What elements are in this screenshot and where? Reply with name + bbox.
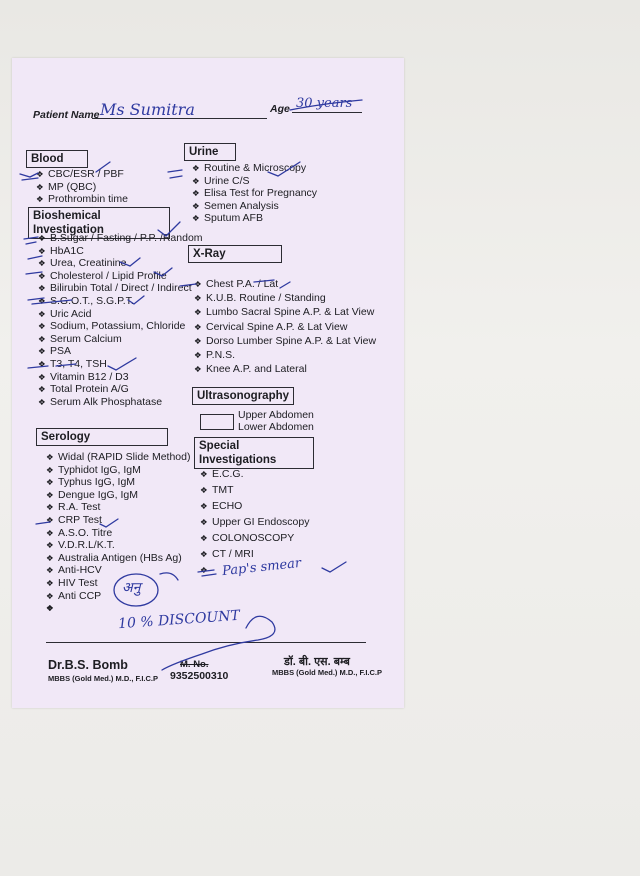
- list-item: ❖ Elisa Test for Pregnancy: [192, 187, 317, 200]
- xray-section-title: X-Ray: [188, 245, 282, 263]
- list-item: ❖ A.S.O. Titre: [46, 527, 190, 540]
- biochemical-list: [38, 232, 203, 408]
- list-item: ❖ Dorso Lumber Spine A.P. & Lat View: [194, 334, 376, 348]
- special-investigations-title: Special Investigations: [194, 437, 314, 469]
- list-item: ❖ Sputum AFB: [192, 212, 317, 225]
- list-item: ❖ E.C.G.: [200, 466, 309, 482]
- list-item: ❖ Cholesterol / Lipid Profile: [38, 270, 203, 283]
- handwritten-paps-smear: Pap's smear: [221, 555, 302, 580]
- list-item: ❖ Serum Alk Phosphatase: [38, 396, 203, 409]
- list-item: Upper Abdomen: [238, 409, 314, 421]
- patient-name-label: Patient Name: [33, 109, 100, 121]
- list-item: ❖ PSA: [38, 345, 203, 358]
- list-item: ❖ Serum Calcium: [38, 333, 203, 346]
- list-item: ❖ Widal (RAPID Slide Method): [46, 451, 190, 464]
- list-item: ❖ Sodium, Potassium, Chloride: [38, 320, 203, 333]
- list-item: ❖ HbA1C: [38, 245, 203, 258]
- list-item: ❖ Total Protein A/G: [38, 383, 203, 396]
- urine-section-title: Urine: [184, 143, 236, 161]
- patient-name-value: Ms Sumitra: [100, 100, 195, 119]
- list-item: ❖ Knee A.P. and Lateral: [194, 362, 376, 376]
- blood-section-title: Blood: [26, 150, 88, 168]
- serology-list: [46, 451, 190, 602]
- biochemical-section-title: Bioshemical Investigation: [28, 207, 170, 239]
- list-item: ❖ R.A. Test: [46, 501, 190, 514]
- ultrasonography-options: [238, 409, 314, 433]
- special-investigations-list: [200, 466, 309, 562]
- list-item: ❖ CBC/ESR / PBF: [36, 168, 128, 181]
- list-item: ❖ ECHO: [200, 498, 309, 514]
- list-item: ❖ CRP Test: [46, 514, 190, 527]
- list-item: ❖ Cervical Spine A.P. & Lat View: [194, 320, 376, 334]
- list-item: ❖ TMT: [200, 482, 309, 498]
- age-underline: [292, 112, 362, 113]
- list-item: ❖ Prothrombin time: [36, 193, 128, 206]
- handwritten-circled-note: अनु: [122, 580, 141, 596]
- list-item: ❖ Anti-HCV: [46, 564, 190, 577]
- doctor-name: Dr.B.S. Bomb: [48, 658, 128, 672]
- list-item: ❖ S.G.O.T., S.G.P.T.: [38, 295, 203, 308]
- xray-list: [194, 277, 376, 376]
- urine-list: [192, 162, 317, 225]
- blood-list: [36, 168, 128, 206]
- list-item: ❖ T3, T4, TSH: [38, 358, 203, 371]
- list-item: ❖ MP (QBC): [36, 181, 128, 194]
- list-item: ❖ Vitamin B12 / D3: [38, 371, 203, 384]
- doctor-name-hindi: डॉ. बी. एस. बम्ब: [284, 656, 350, 668]
- list-item: ❖ COLONOSCOPY: [200, 530, 309, 546]
- list-item: ❖ Uric Acid: [38, 308, 203, 321]
- list-item: Lower Abdomen: [238, 421, 314, 433]
- doctor-qualifications-right: MBBS (Gold Med.) M.D., F.I.C.P: [272, 668, 382, 677]
- age-label: Age: [270, 103, 290, 115]
- footer-divider: [46, 642, 366, 643]
- list-item: ❖ P.N.S.: [194, 348, 376, 362]
- doctor-qualifications: MBBS (Gold Med.) M.D., F.I.C.P: [48, 674, 158, 683]
- ultrasonography-checkbox: [200, 414, 234, 430]
- list-item: ❖ CT / MRI: [200, 546, 309, 562]
- list-item: ❖ Typhus IgG, IgM: [46, 476, 190, 489]
- list-item: ❖ Lumbo Sacral Spine A.P. & Lat View: [194, 305, 376, 319]
- age-value: 30 years: [296, 96, 353, 111]
- list-item: ❖ Australia Antigen (HBs Ag): [46, 552, 190, 565]
- list-item: ❖ Typhidot IgG, IgM: [46, 464, 190, 477]
- list-item: ❖ Urine C/S: [192, 175, 317, 188]
- phone-number: 9352500310: [170, 670, 229, 682]
- list-item: ❖ K.U.B. Routine / Standing: [194, 291, 376, 305]
- list-item: ❖ Anti CCP: [46, 590, 190, 603]
- list-item: ❖ Chest P.A. / Lat: [194, 277, 376, 291]
- list-item: ❖ Dengue IgG, IgM: [46, 489, 190, 502]
- list-item: ❖ Urea, Creatinine: [38, 257, 203, 270]
- list-item: ❖ B.Sugar / Fasting / P.P. /Random: [38, 232, 203, 245]
- list-item: ❖ Semen Analysis: [192, 200, 317, 213]
- list-item: ❖ Routine & Microscopy: [192, 162, 317, 175]
- serology-section-title: Serology: [36, 428, 168, 446]
- list-item: ❖ V.D.R.L/K.T.: [46, 539, 190, 552]
- ultrasonography-section-title: Ultrasonography: [192, 387, 294, 405]
- handwritten-discount-note: 10 % DISCOUNT: [117, 607, 241, 633]
- phone-label: M. No.: [180, 659, 209, 670]
- list-item: ❖ Upper GI Endoscopy: [200, 514, 309, 530]
- list-item: ❖ Bilirubin Total / Direct / Indirect: [38, 282, 203, 295]
- list-item: ❖ HIV Test: [46, 577, 190, 590]
